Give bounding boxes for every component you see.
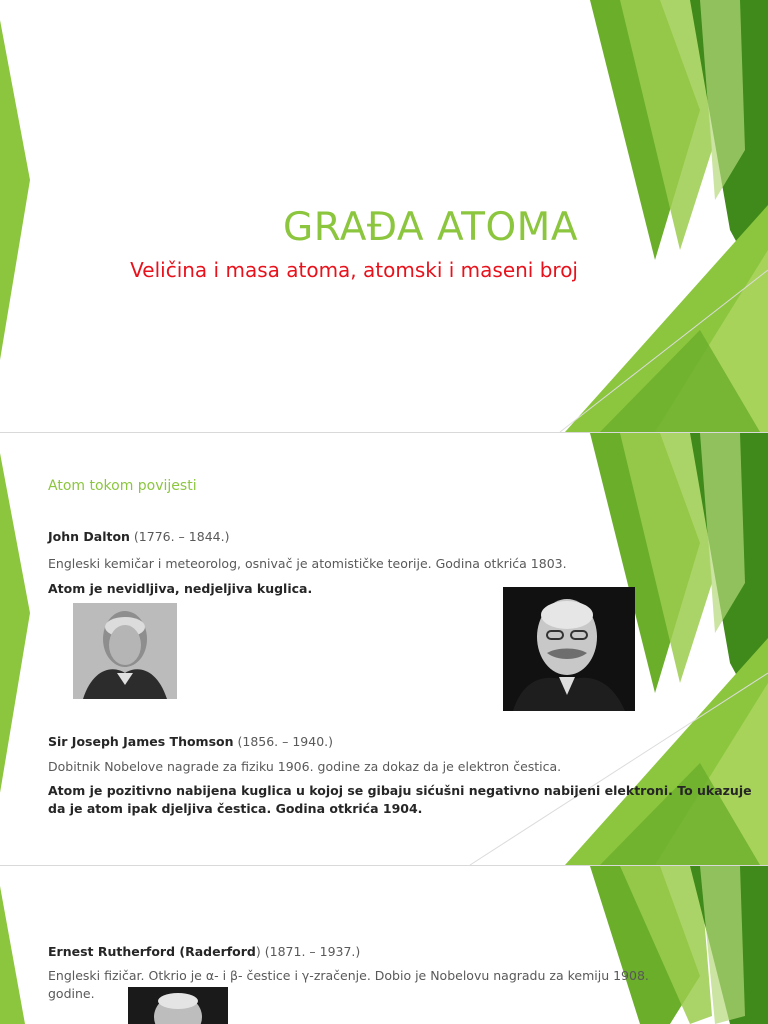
dalton-dates: (1776. – 1844.) [129,529,230,544]
dalton-model: Atom je nevidljiva, nedjeljiva kuglica. [48,581,313,596]
slide-subtitle: Veličina i masa atoma, atomski i maseni broj [130,258,578,282]
thomson-dates: (1856. – 1940.) [233,734,334,749]
thomson-name: Sir Joseph James Thomson [48,734,234,749]
thomson-title [48,734,333,749]
rutherford-dates: (1871. – 1937.) [260,944,361,959]
dalton-portrait [73,603,177,699]
section-heading: Atom tokom povijesti [48,478,197,494]
rutherford-slide [0,866,768,1024]
thomson-model: Atom je pozitivno nabijena kuglica u kojoj se gibaju sićušni negativno nabijeni elektroni. To ukazuje da je atom ipak djeljiva čestica. Godina otkrića 1904. [48,783,752,816]
thomson-portrait [503,587,635,711]
rutherford-name: Ernest Rutherford (Raderford [48,944,256,959]
dalton-title [48,529,229,544]
title-slide [0,0,768,432]
rutherford-description: Engleski fizičar. Otkrio je α- i β- čestice i γ-zračenje. Dobio je Nobelovu nagradu za kemiju 1908. godine. [48,968,649,1001]
dalton-name: John Dalton [48,529,130,544]
slide-title: GRAĐA ATOMA [282,205,578,250]
rutherford-portrait [128,987,228,1024]
history-slide [0,433,768,865]
dalton-description: Engleski kemičar i meteorolog, osnivač je atomističke teorije. Godina otkrića 1803. [48,556,567,571]
rutherford-title: Ernest Rutherford (Raderford) (1871. – 1937.) [48,944,361,959]
thomson-description: Dobitnik Nobelove nagrade za fiziku 1906. godine za dokaz da je elektron čestica. [48,759,562,774]
